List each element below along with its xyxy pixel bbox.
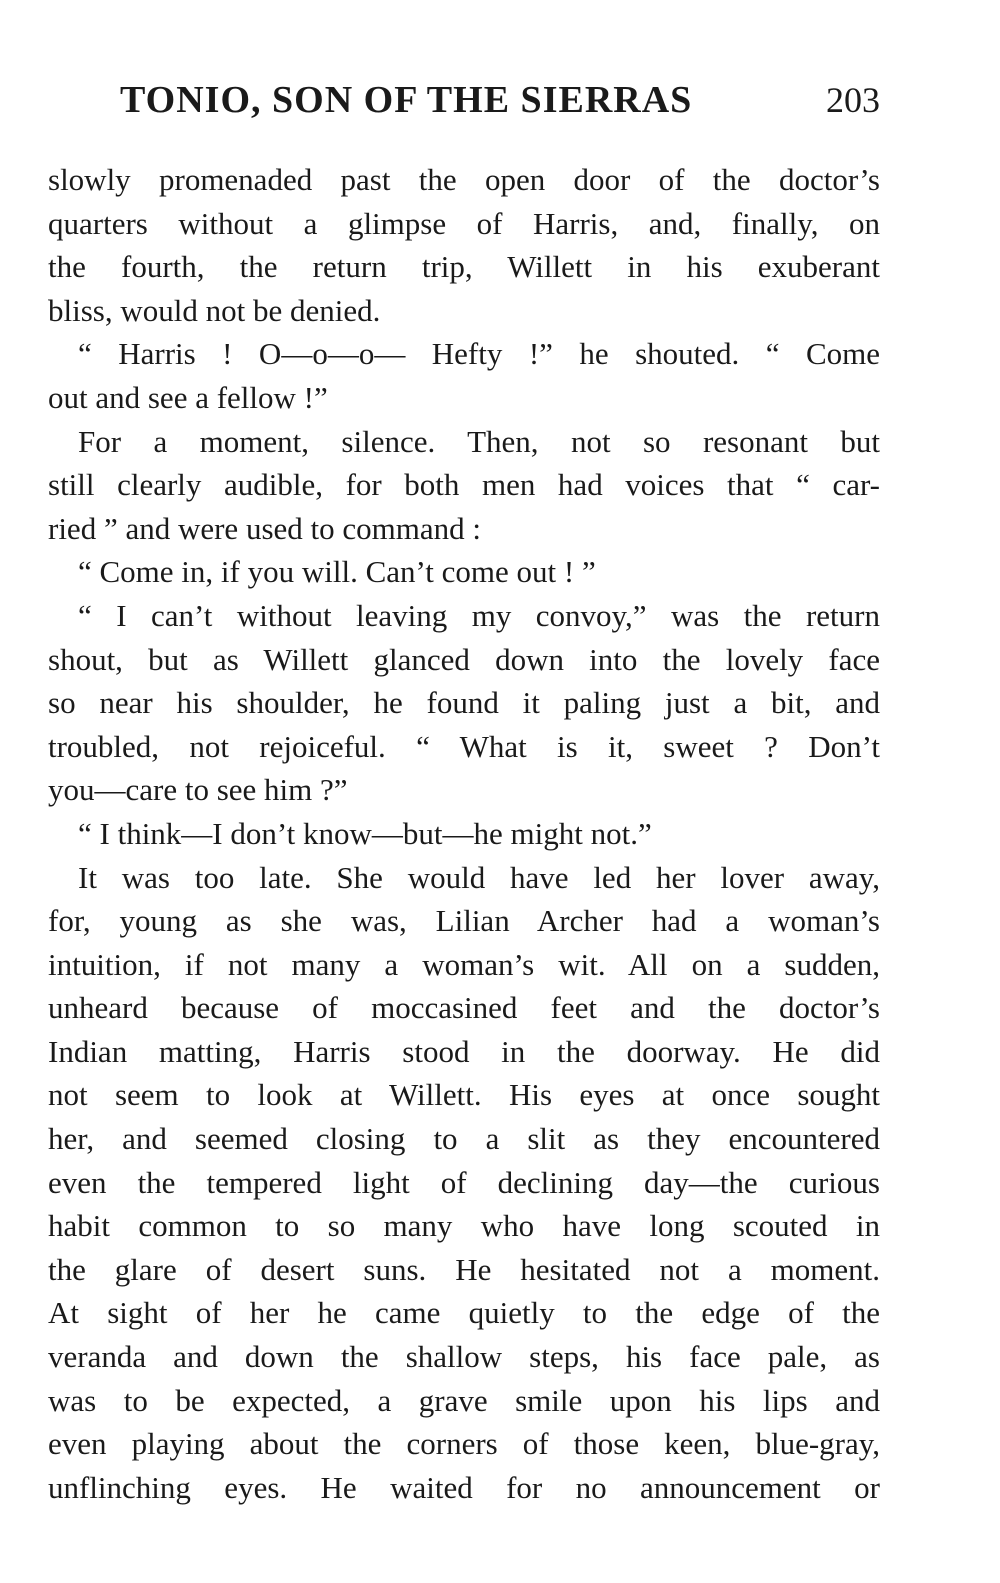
text-line: quarters without a glimpse of Harris, and, finally, on xyxy=(48,205,880,241)
text-line: the glare of desert suns. He hesitated not a moment. xyxy=(48,1251,880,1287)
text-line: habit common to so many who have long scouted in xyxy=(48,1208,880,1244)
text-line: It was too late. She would have led her lover away, xyxy=(78,859,880,895)
text-line: the fourth, the return trip, Willett in his exuberant xyxy=(48,249,880,285)
text-line: For a moment, silence. Then, not so resonant but xyxy=(78,423,880,459)
text-line: intuition, if not many a woman’s wit. All on a sudden, xyxy=(48,946,880,982)
body-text xyxy=(48,158,880,1509)
text-line: out and see a fellow !” xyxy=(48,379,328,415)
text-line: even playing about the corners of those keen, blue-gray, xyxy=(48,1426,880,1462)
text-line: “ I think—I don’t know—but—he might not.” xyxy=(78,815,652,851)
text-line: her, and seemed closing to a slit as they encountered xyxy=(48,1121,880,1157)
text-line: troubled, not rejoiceful. “ What is it, sweet ? Don’t xyxy=(48,728,880,764)
text-line: veranda and down the shallow steps, his face pale, as xyxy=(48,1339,880,1375)
text-line: you—care to see him ?” xyxy=(48,772,348,808)
text-line: was to be expected, a grave smile upon his lips and xyxy=(48,1382,880,1418)
text-line: still clearly audible, for both men had voices that “ car- xyxy=(48,467,880,503)
text-line: “ Come in, if you will. Can’t come out ! ” xyxy=(78,554,596,590)
text-line: shout, but as Willett glanced down into the lovely face xyxy=(48,641,880,677)
text-line: “ I can’t without leaving my convoy,” was the return xyxy=(78,597,880,633)
text-line: At sight of her he came quietly to the edge of the xyxy=(48,1295,880,1331)
text-line: ried ” and were used to command : xyxy=(48,510,481,546)
text-line: slowly promenaded past the open door of the doctor’s xyxy=(48,162,880,197)
text-line: even the tempered light of declining day—the curious xyxy=(48,1164,880,1200)
running-title: TONIO, SON OF THE SIERRAS xyxy=(120,79,693,121)
page-header xyxy=(120,72,880,128)
text-line: for, young as she was, Lilian Archer had a woman’s xyxy=(48,903,880,939)
text-line: not seem to look at Willett. His eyes at once sought xyxy=(48,1077,880,1113)
text-line: unflinching eyes. He waited for no announcement or xyxy=(48,1469,880,1505)
text-line: bliss, would not be denied. xyxy=(48,292,381,328)
text-line: so near his shoulder, he found it paling just a bit, and xyxy=(48,685,880,721)
page-number: 203 xyxy=(826,80,880,120)
text-line: unheard because of moccasined feet and the doctor’s xyxy=(48,990,880,1026)
text-line: Indian matting, Harris stood in the doorway. He did xyxy=(48,1033,880,1069)
text-line: “ Harris ! O—o—o— Hefty !” he shouted. “ Come xyxy=(78,336,880,372)
